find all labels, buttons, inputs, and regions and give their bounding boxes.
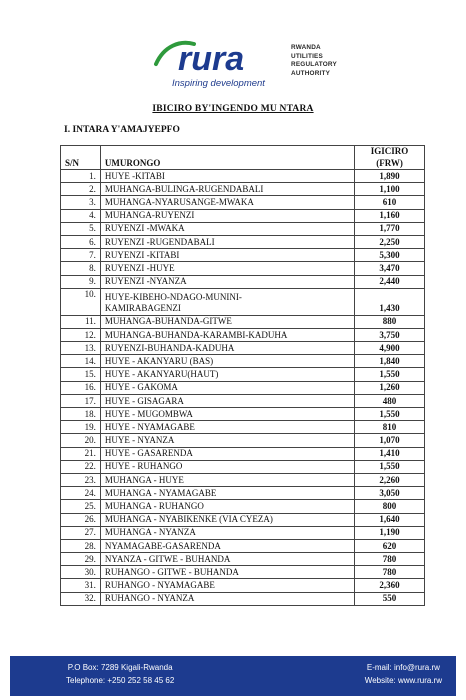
table-row (61, 394, 425, 407)
table-row (61, 460, 425, 473)
row-route: MUHANGA-NYARUSANGE-MWAKA (100, 196, 354, 209)
row-route: RUYENZI -HUYE (100, 262, 354, 275)
row-route: HUYE - MUGOMBWA (100, 408, 354, 421)
row-price: 2,440 (355, 275, 425, 288)
table-row (61, 235, 425, 248)
table-row (61, 447, 425, 460)
footer-website: Website: www.rura.rw (364, 675, 442, 685)
authority-line: AUTHORITY (291, 69, 331, 77)
row-sn: 6. (61, 235, 101, 248)
table-row (61, 275, 425, 288)
row-price: 1,840 (355, 355, 425, 368)
table-row (61, 288, 425, 315)
row-route: MUHANGA - RUHANGO (100, 500, 354, 513)
row-sn: 11. (61, 315, 101, 328)
footer-contact (66, 662, 174, 687)
authority-name (291, 44, 337, 78)
fares-table-body (61, 170, 425, 606)
row-sn: 12. (61, 328, 101, 341)
row-price: 5,300 (355, 249, 425, 262)
row-route: MUHANGA - HUYE (100, 473, 354, 486)
row-sn: 10. (61, 288, 101, 315)
row-price: 780 (355, 553, 425, 566)
table-row (61, 249, 425, 262)
row-route-line: KAMIRABAGENZI (104, 303, 181, 314)
row-route: RUHANGO - GITWE - BUHANDA (100, 566, 354, 579)
document-title: IBICIRO BY'INGENDO MU NTARA (152, 104, 314, 114)
table-row (61, 566, 425, 579)
row-sn: 14. (61, 355, 101, 368)
table-row (61, 315, 425, 328)
row-price: 3,050 (355, 487, 425, 500)
logo-wordmark: rura (178, 40, 245, 78)
footer-telephone: Telephone: +250 252 58 45 62 (66, 675, 175, 685)
row-sn: 31. (61, 579, 101, 592)
row-route: MUHANGA-BUHANDA-GITWE (100, 315, 354, 328)
row-sn: 18. (61, 408, 101, 421)
row-route: HUYE - RUHANGO (100, 460, 354, 473)
row-price: 3,470 (355, 262, 425, 275)
row-price: 1,160 (355, 209, 425, 222)
table-row (61, 553, 425, 566)
row-route: MUHANGA - NYAMAGABE (100, 487, 354, 500)
row-price: 1,190 (355, 526, 425, 539)
row-route: RUHANGO - NYAMAGABE (100, 579, 354, 592)
table-row (61, 355, 425, 368)
row-sn: 20. (61, 434, 101, 447)
table-row (61, 408, 425, 421)
row-price: 1,770 (355, 222, 425, 235)
row-route: HUYE - AKANYARU(HAUT) (100, 368, 354, 381)
row-route: HUYE -KITABI (100, 170, 354, 183)
row-route: NYANZA - GITWE - BUHANDA (100, 553, 354, 566)
row-price: 2,250 (355, 235, 425, 248)
row-price: 480 (355, 394, 425, 407)
table-row (61, 381, 425, 394)
row-sn: 15. (61, 368, 101, 381)
row-sn: 9. (61, 275, 101, 288)
row-price: 780 (355, 566, 425, 579)
table-row (61, 487, 425, 500)
table-row (61, 328, 425, 341)
row-sn: 16. (61, 381, 101, 394)
row-route: RUYENZI-BUHANDA-KADUHA (100, 342, 354, 355)
row-route (100, 288, 354, 315)
table-row (61, 196, 425, 209)
table-row (61, 421, 425, 434)
row-route: MUHANGA-RUYENZI (100, 209, 354, 222)
row-price: 550 (355, 592, 425, 605)
row-sn: 23. (61, 473, 101, 486)
row-price: 2,360 (355, 579, 425, 592)
row-sn: 28. (61, 539, 101, 552)
row-sn: 21. (61, 447, 101, 460)
table-row (61, 579, 425, 592)
footer-bar (10, 656, 456, 696)
row-sn: 1. (61, 170, 101, 183)
table-row (61, 222, 425, 235)
row-sn: 25. (61, 500, 101, 513)
row-route: MUHANGA - NYANZA (100, 526, 354, 539)
row-sn: 22. (61, 460, 101, 473)
footer-online (365, 662, 442, 687)
row-price: 1,550 (355, 368, 425, 381)
row-sn: 8. (61, 262, 101, 275)
footer-po-box: P.O Box: 7289 Kigali-Rwanda (67, 663, 173, 672)
header-price: IGICIRO (FRW) (355, 146, 425, 170)
row-route: RUYENZI -RUGENDABALI (100, 235, 354, 248)
row-route-line: HUYE-KIBEHO-NDAGO-MUNINI- (104, 291, 242, 302)
row-sn: 19. (61, 421, 101, 434)
row-price: 1,430 (355, 288, 425, 315)
table-row (61, 539, 425, 552)
row-price: 1,550 (355, 460, 425, 473)
row-price: 610 (355, 196, 425, 209)
row-price: 2,260 (355, 473, 425, 486)
rura-logo-mark (150, 36, 290, 78)
table-row (61, 209, 425, 222)
row-price: 1,640 (355, 513, 425, 526)
row-price: 800 (355, 500, 425, 513)
footer-email: E-mail: info@rura.rw (366, 663, 440, 672)
row-price: 880 (355, 315, 425, 328)
row-sn: 2. (61, 183, 101, 196)
table-row (61, 170, 425, 183)
authority-line: UTILITIES (291, 52, 323, 60)
row-price: 620 (355, 539, 425, 552)
row-sn: 3. (61, 196, 101, 209)
row-sn: 30. (61, 566, 101, 579)
row-route: MUHANGA-BUHANDA-KARAMBI-KADUHA (100, 328, 354, 341)
fares-table (60, 145, 425, 606)
table-header-row (61, 146, 425, 170)
row-route: HUYE - NYANZA (100, 434, 354, 447)
header-route: UMURONGO (100, 146, 354, 170)
row-route: RUYENZI -KITABI (100, 249, 354, 262)
rura-logo (150, 36, 350, 96)
authority-line: REGULATORY (291, 61, 337, 69)
table-row (61, 513, 425, 526)
row-route: HUYE - GASARENDA (100, 447, 354, 460)
row-sn: 29. (61, 553, 101, 566)
row-sn: 4. (61, 209, 101, 222)
row-route: NYAMAGABE-GASARENDA (100, 539, 354, 552)
row-route: RUYENZI -MWAKA (100, 222, 354, 235)
table-row (61, 368, 425, 381)
row-sn: 27. (61, 526, 101, 539)
row-price: 810 (355, 421, 425, 434)
table-row (61, 342, 425, 355)
row-route: HUYE - GISAGARA (100, 394, 354, 407)
row-price: 1,410 (355, 447, 425, 460)
row-price: 1,260 (355, 381, 425, 394)
table-row (61, 183, 425, 196)
row-route: HUYE - AKANYARU (BAS) (100, 355, 354, 368)
row-price: 1,550 (355, 408, 425, 421)
row-route: RUHANGO - NYANZA (100, 592, 354, 605)
row-price: 4,900 (355, 342, 425, 355)
section-title: I. INTARA Y'AMAJYEPFO (64, 125, 180, 135)
header-sn: S/N (61, 146, 101, 170)
row-sn: 32. (61, 592, 101, 605)
row-route: RUYENZI -NYANZA (100, 275, 354, 288)
row-sn: 24. (61, 487, 101, 500)
row-route: MUHANGA - NYABIKENKE (VIA CYEZA) (100, 513, 354, 526)
table-row (61, 500, 425, 513)
row-price: 1,890 (355, 170, 425, 183)
logo-tagline: Inspiring development (172, 78, 265, 89)
row-sn: 26. (61, 513, 101, 526)
table-row (61, 262, 425, 275)
row-sn: 7. (61, 249, 101, 262)
row-price: 1,100 (355, 183, 425, 196)
row-route: MUHANGA-BULINGA-RUGENDABALI (100, 183, 354, 196)
table-row (61, 592, 425, 605)
table-row (61, 526, 425, 539)
row-route: HUYE - NYAMAGABE (100, 421, 354, 434)
row-sn: 13. (61, 342, 101, 355)
row-price: 1,070 (355, 434, 425, 447)
row-sn: 17. (61, 394, 101, 407)
table-row (61, 434, 425, 447)
row-price: 3,750 (355, 328, 425, 341)
row-route: HUYE - GAKOMA (100, 381, 354, 394)
authority-line: RWANDA (291, 44, 321, 51)
row-sn: 5. (61, 222, 101, 235)
table-row (61, 473, 425, 486)
